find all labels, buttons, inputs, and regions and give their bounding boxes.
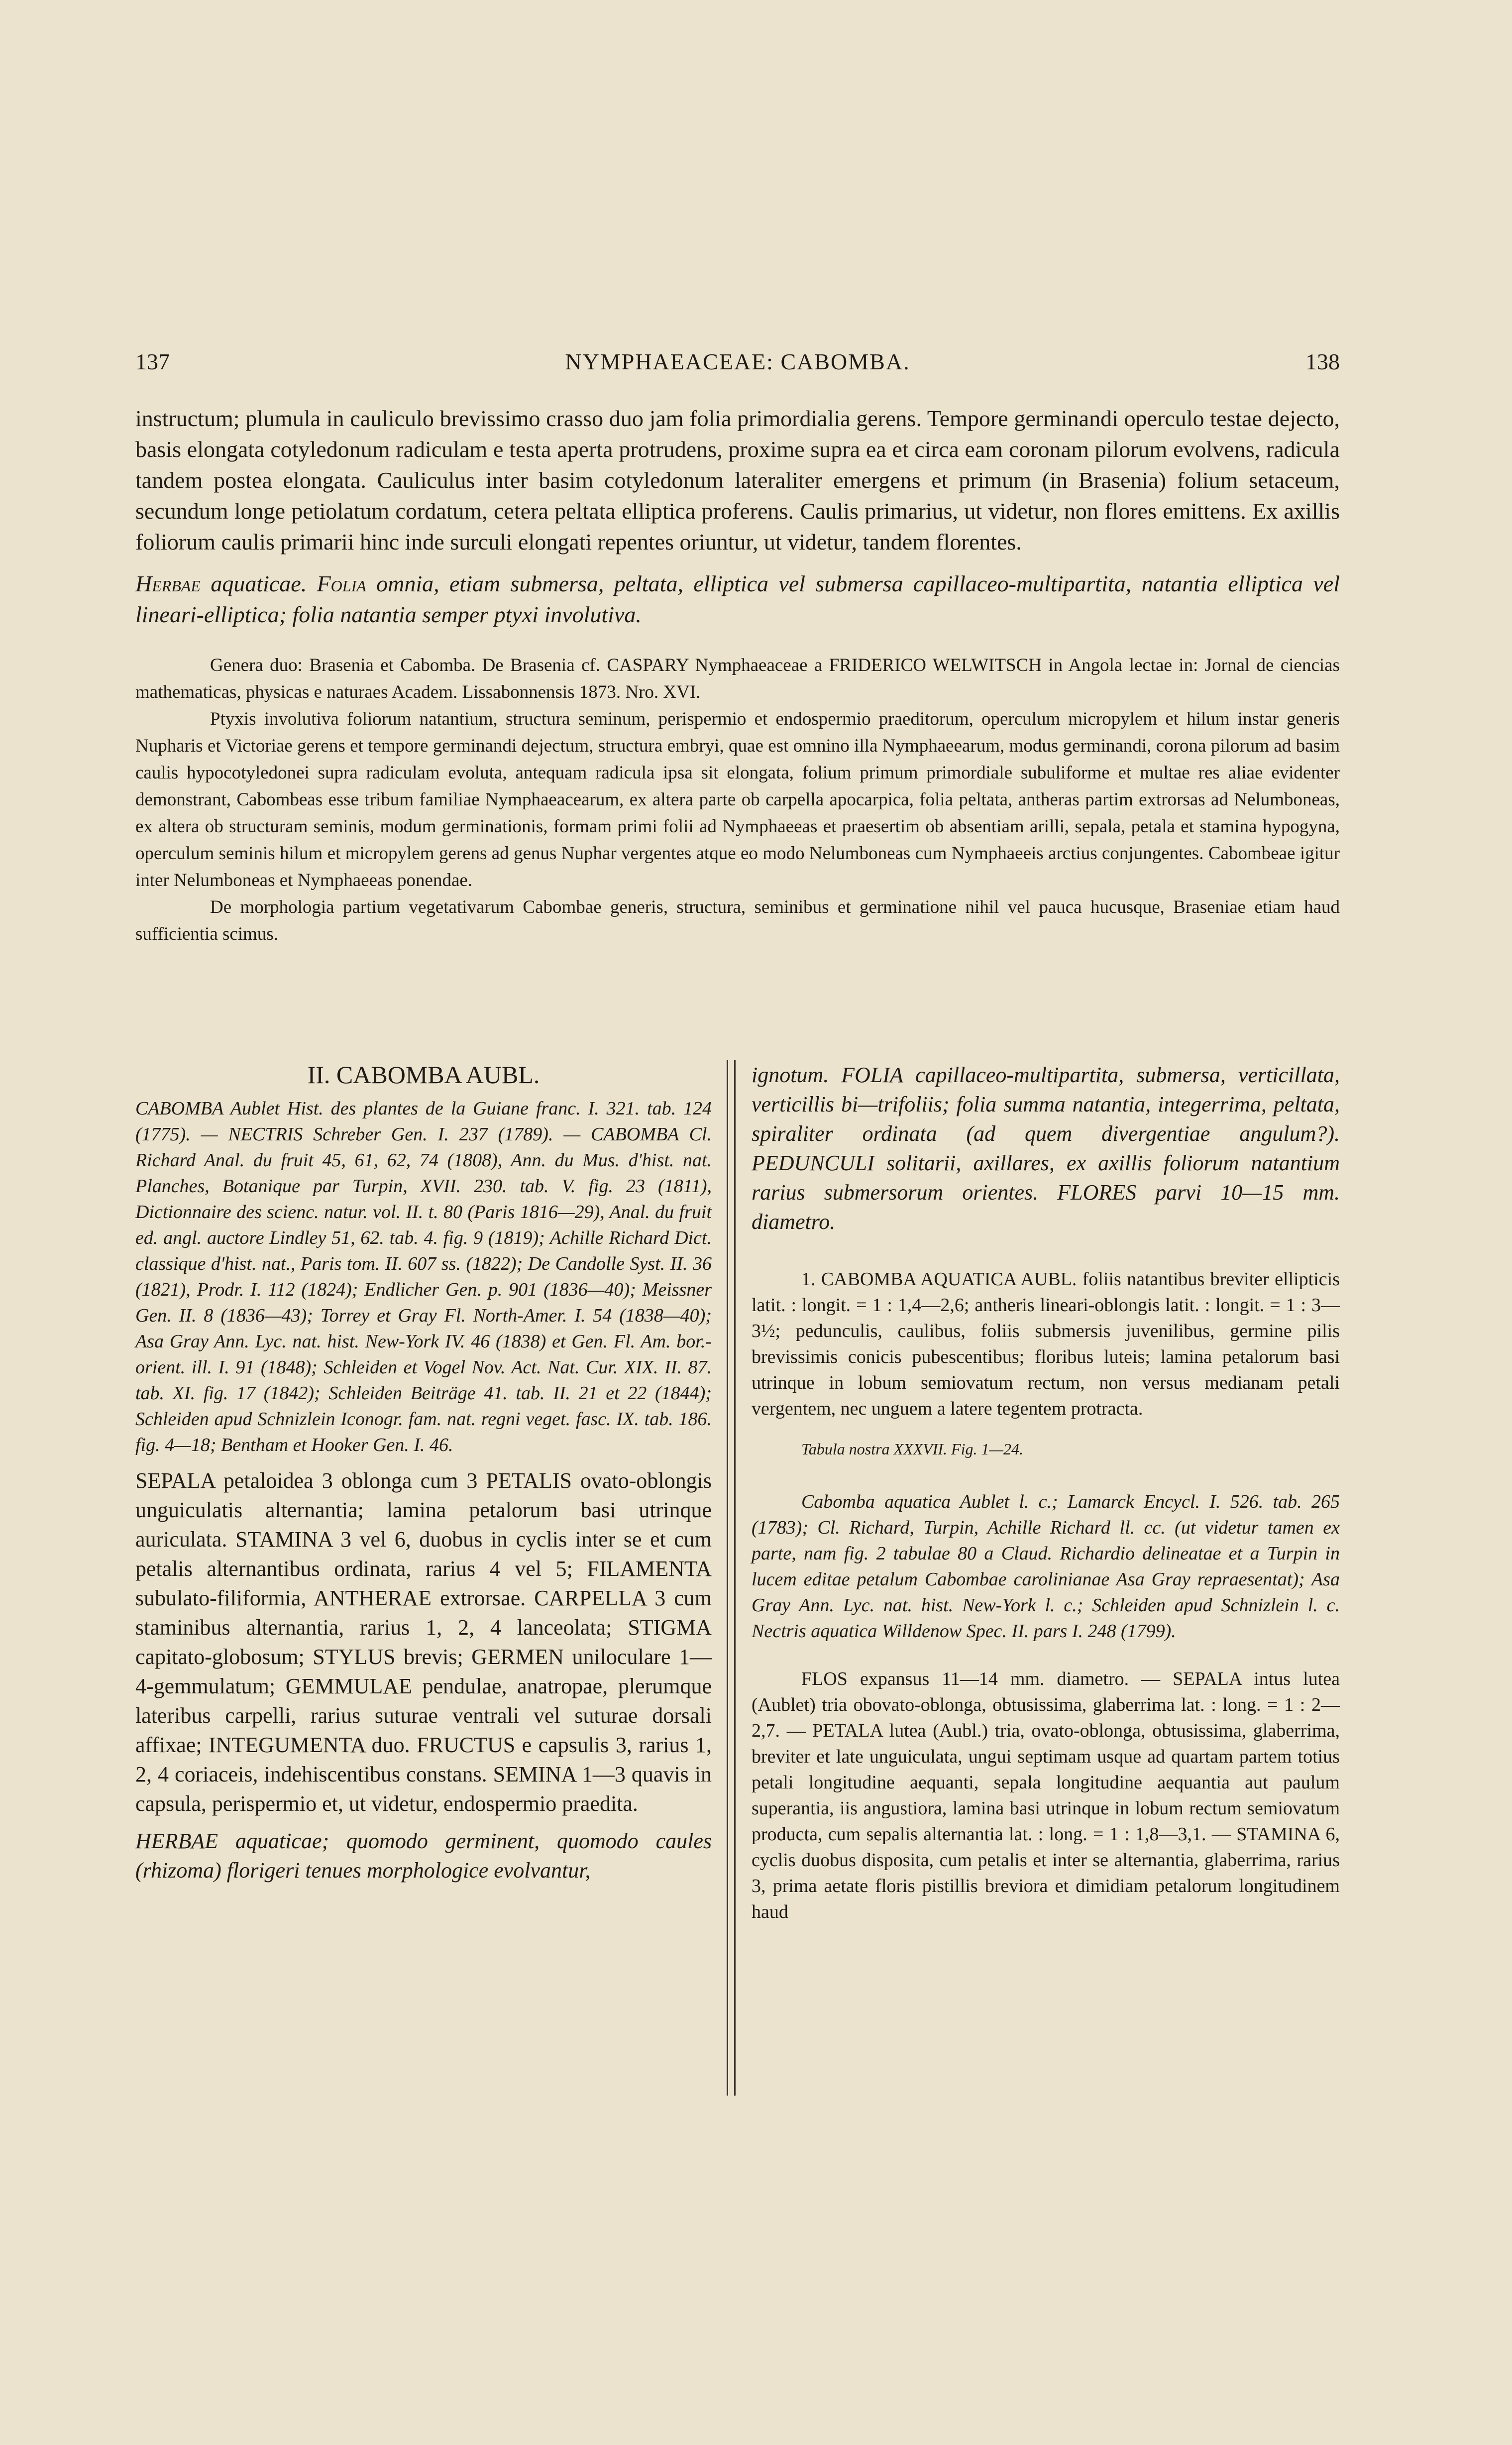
diagnosis-part-1: aquaticae. xyxy=(200,571,317,596)
page-number-right: 138 xyxy=(1305,349,1340,374)
species-synonymy: Cabomba aquatica Aublet l. c.; Lamarck Encycl. I. 526. tab. 265 (1783); Cl. Richard, Turpin, Achille Richard ll. cc. (ut videtur tamen ex parte, nam fig. 2 tabulae 80 a Claud. Richardio delineatae et a Turpin in lucem editae petalum Cabombae carolinianae Asa Gray repraesentat); Asa Gray Ann. Lyc. nat. hist. New-York l. c.; Schleiden apud Schnizlein l. c. Nectris aquatica Willdenow Spec. II. pars I. 248 (1799). xyxy=(752,1491,1340,1642)
right-column xyxy=(752,1060,1340,1925)
column-divider xyxy=(727,1060,736,2096)
genus-synonymy: CABOMBA Aublet Hist. des plantes de la Guiane franc. I. 321. tab. 124 (1775). — NECTRIS Schreber Gen. I. 237 (1789). — CABOMBA Cl. Richard Anal. du fruit 45, 61, 62, 74 (1808), Ann. du Mus. d'hist. nat. Planches, Botanique par Turpin, XVII. 230. tab. V. fig. 23 (1811), Dictionnaire des scienc. natur. vol. II. t. 80 (Paris 1816—29), Anal. du fruit ed. angl. auctore Lindley 51, 62. tab. 4. fig. 9 (1819); Achille Richard Dict. classique d'hist. nat., Paris tom. II. 607 ss. (1822); De Candolle Syst. II. 36 (1821), Prodr. I. 112 (1824); Endlicher Gen. p. 901 (1836—40); Meissner Gen. II. 8 (1836—43); Torrey et Gray Fl. North-Amer. I. 54 (1838—40); Asa Gray Ann. Lyc. nat. hist. New-York IV. 46 (1838) et Gen. Fl. Am. bor.-orient. ill. I. 91 (1848); Schleiden et Vogel Nov. Act. Nat. Cur. XIX. II. 87. tab. XI. fig. 17 (1842); Schleiden Beiträge 41. tab. II. 21 et 22 (1844); Schleiden apud Schnizlein Iconogr. fam. nat. regni veget. fasc. IX. tab. 186. fig. 4—18; Bentham et Hooker Gen. I. 46. xyxy=(135,1098,712,1455)
intro-section xyxy=(135,403,1340,948)
genus-diagnosis-start: HERBAE aquaticae; quomodo germinent, quomodo caules (rhizoma) florigeri tenues morphologice evolvantur, xyxy=(135,1829,712,1883)
folia-label: Folia xyxy=(317,571,366,596)
intro-paragraph: instructum; plumula in cauliculo brevissimo crasso duo jam folia primordialia gerens. Tempore germinandi operculo testae dejecto, basis elongata cotyledonum radiculam e testa aperta protrudens, proxime supra ea et circa eam coronam pilorum evolvens, radicula tandem postea elongata. Cauliculus inter basim cotyledonum lateraliter emergens et primum (in Brasenia) folium setaceum, secundum longe petiolatum cordatum, cetera peltata elliptica proferens. Caulis primarius, ut videtur, non flores emittens. Ex axillis foliorum caulis primarii hinc inde surculi elongati repentes oriuntur, ut videtur, tandem florentes. xyxy=(135,406,1340,555)
left-column xyxy=(135,1060,712,1885)
plate-reference: Tabula nostra XXXVII. Fig. 1—24. xyxy=(801,1440,1023,1458)
flower-description: FLOS expansus 11—14 mm. diametro. — SEPALA intus lutea (Aublet) tria obovato-oblonga, obtusissima, glaberrima lat. : long. = 1 : 2—2,7. — PETALA lutea (Aubl.) tria, ovato-oblonga, obtusissima, glaberrima, breviter et late unguiculata, ungui septimam usque ad quartam partem totius petali longitudine aequanti, sepala longitudine aequantia aut paulum superantia, iis angustiora, lamina basi utrinque in lobum rectum semiovatum producta, cum sepalis alternantia lat. : long. = 1 : 1,8—3,1. — STAMINA 6, cyclis duobus disposita, cum petalis et inter se alternantia, glaberrima, rarius 3, prima aetate floris pistillis breviora et dimidiam petalorum longitudinem haud xyxy=(752,1668,1340,1922)
page-number-left: 137 xyxy=(135,349,170,374)
running-header xyxy=(135,348,1340,378)
genus-diagnosis-continued: ignotum. FOLIA capillaceo-multipartita, submersa, verticillata, verticillis bi—trifoliis; folia summa natantia, integerrima, peltata, spiraliter ordinata (ad quem divergentiae angulum?). PEDUNCULI solitarii, axillares, ex axillis foliorum natantium rarius submersorum orientes. FLORES parvi 10—15 mm. diametro. xyxy=(752,1063,1340,1234)
genera-paragraph: Genera duo: Brasenia et Cabomba. De Brasenia cf. CASPARY Nymphaeaceae a FRIDERICO WELWITSCH in Angola lectae in: Jornal de ciencias mathematicas, physicas e naturaes Academ. Lissabonnensis 1873. Nro. XVI. xyxy=(135,655,1340,702)
ptyxis-paragraph: Ptyxis involutiva foliorum natantium, structura seminum, perispermio et endospermio praeditorum, operculum micropylem et hilum instar generis Nupharis et Victoriae gerens et tempore germinandi dejectum, structura embryi, quae est omnino illa Nymphaeearum, modus germinandi, corona pilorum ad basim caulis hypocotyledonei supra radiculam evoluta, antequam radicula ipsa sit elongata, folium primum primordiale subuliforme et multae res aliae evidenter demonstrant, Cabombeas esse tribum familiae Nymphaeacearum, ex altera parte ob carpella apocarpica, folia peltata, antheras partim extrorsas ad Nelumboneas, ex altera ob structuram seminis, modum germinationis, formam primi folii ad Nymphaeeas et praesertim ob absentiam arilli, sepala, petala et stamina hypogyna, operculum seminis hilum et micropylem gerens ad genus Nuphar vergentes atque eo modo Nelumboneas cum Nymphaeeis arctius conjungentes. Cabombeae igitur inter Nelumboneas et Nymphaeeas ponendae. xyxy=(135,709,1340,890)
herbae-label: Herbae xyxy=(135,571,201,596)
genus-description: SEPALA petaloidea 3 oblonga cum 3 PETALIS ovato-oblongis unguiculatis alternantia; lamina petalorum basi utrinque auriculata. STAMINA 3 vel 6, duobus in cyclis inter se et cum petalis alternantibus ordinata, rarius 4 vel 5; FILAMENTA subulato-filiformia, ANTHERAE extrorsae. CARPELLA 3 cum staminibus alternantia, rarius 1, 2, 4 lanceolata; STIGMA capitato-globosum; STYLUS brevis; GERMEN uniloculare 1—4-gemmulatum; GEMMULAE pendulae, anatropae, plerumque lateribus carpelli, rarius suturae ventrali vel suturae dorsali affixae; INTEGUMENTA duo. FRUCTUS e capsulis 3, rarius 1, 2, 4 coriaceis, indehiscentibus constans. SEMINA 1—3 quavis in capsula, perispermio et, ut videtur, endospermio praedita. xyxy=(135,1468,712,1816)
species-heading: 1. CABOMBA AQUATICA AUBL. foliis natantibus breviter ellipticis latit. : longit. = 1 : 1,4—2,6; antheris lineari-oblongis latit. : longit. = 1 : 3—3½; pedunculis, caulibus, foliis submersis juvenilibus, germine pilis brevissimis conicis pubescentibus; floribus luteis; lamina petalorum basi utrinque in lobum semiovatum rectum, non versus medianam petali vergentem, nec unguem a latere tegentem protracta. xyxy=(752,1269,1340,1419)
family-diagnosis xyxy=(135,568,1340,630)
running-title: NYMPHAEACEAE: CABOMBA. xyxy=(565,349,910,374)
genus-title: II. CABOMBA AUBL. xyxy=(307,1061,540,1089)
diagnosis-part-2: omnia, etiam submersa, peltata, elliptica vel submersa capillaceo-multipartita, natantia elliptica vel lineari-elliptica; folia natantia semper ptyxi involutiva. xyxy=(135,571,1340,627)
morphology-paragraph: De morphologia partium vegetativarum Cabombae generis, structura, seminibus et germinatione nihil vel pauca hucusque, Braseniae etiam haud sufficientia scimus. xyxy=(135,897,1340,944)
